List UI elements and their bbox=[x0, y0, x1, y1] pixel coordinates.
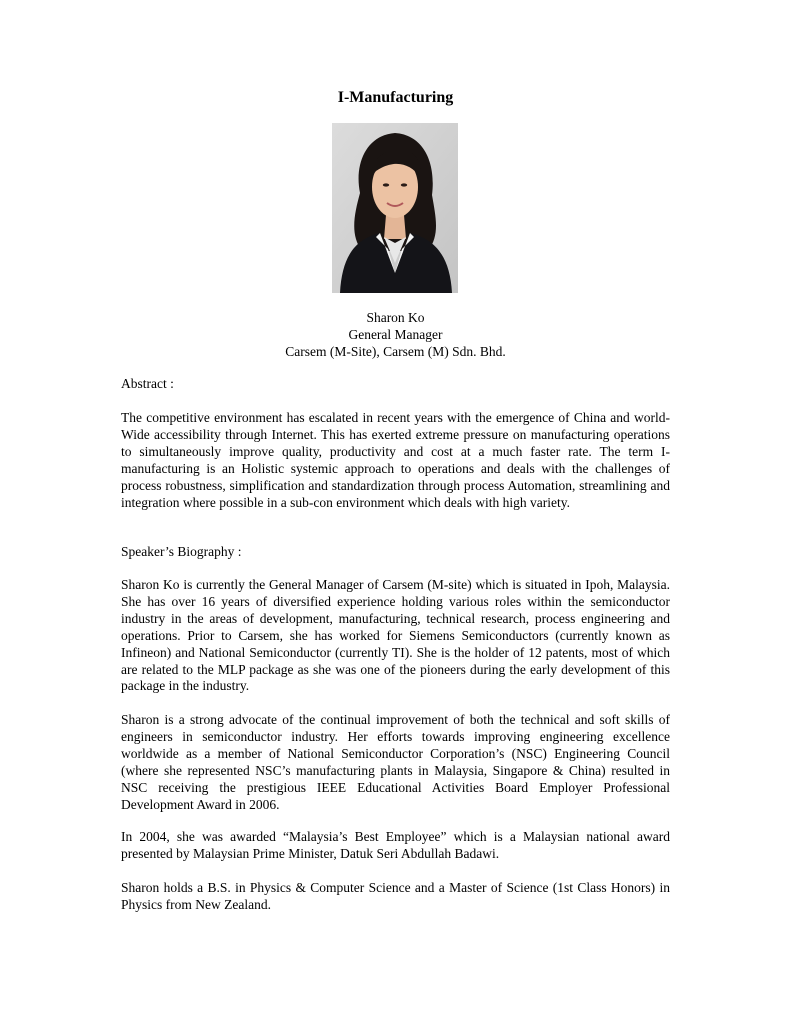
biography-paragraph: Sharon holds a B.S. in Physics & Computer Science and a Master of Science (1st Class Honors) in Physics from New Zealand. bbox=[121, 880, 670, 912]
biography-paragraph-1-block bbox=[121, 577, 670, 695]
speaker-position: General Manager bbox=[348, 327, 443, 342]
speaker-info bbox=[0, 309, 791, 360]
abstract-text: The competitive environment has escalated in recent years with the emergence of China and world-Wide accessibility through Internet. This has exerted extreme pressure on manufacturing operations to simultaneously improve quality, productivity and cost at a much faster rate. The term I-manufacturing is an Holistic systemic approach to operations and deals with the challenges of process robustness, simplification and standardization through process Automation, streamlining and integration where possible in a sub-con environment which deals with high variety. bbox=[121, 410, 670, 510]
abstract-label: Abstract : bbox=[121, 376, 174, 391]
biography-paragraph-3-block bbox=[121, 829, 670, 863]
portrait-photo-icon bbox=[332, 123, 458, 293]
speaker-name: Sharon Ko bbox=[366, 310, 425, 325]
page-title: I-Manufacturing bbox=[337, 89, 454, 106]
biography-paragraph-2-block bbox=[121, 712, 670, 813]
biography-paragraph: Sharon is a strong advocate of the continual improvement of both the technical and soft skills of engineers in semiconductor industry. Her efforts towards improving engineering excellence worldwide as a member of National Semiconductor Corporation’s (NSC) Engineering Council (where she represented NSC’s manufacturing plants in Malaysia, Singapore & China) resulted in NSC receiving the prestigious IEEE Educational Activities Board Employer Professional Development Award in 2006. bbox=[121, 712, 670, 812]
biography-label: Speaker’s Biography : bbox=[121, 544, 242, 559]
biography-label-block bbox=[121, 544, 670, 561]
abstract-label-block bbox=[121, 376, 670, 393]
biography-paragraph: In 2004, she was awarded “Malaysia’s Best Employee” which is a Malaysian national award presented by Malaysian Prime Minister, Datuk Seri Abdullah Badawi. bbox=[121, 829, 670, 861]
biography-paragraph-4-block bbox=[121, 880, 670, 914]
speaker-photo bbox=[332, 123, 458, 293]
biography-paragraph: Sharon Ko is currently the General Manager of Carsem (M-site) which is situated in Ipoh, Malaysia. She has over 16 years of diversified experience holding various roles within the semiconductor industry in the areas of development, manufacturing, technical research, process engineering and operations. Prior to Carsem, she has worked for Siemens Semiconductors (currently known as Infineon) and National Semiconductor (currently TI). She is the holder of 12 patents, most of which are related to the MLP package as she was one of the pioneers during the early development of this package in the industry. bbox=[121, 577, 670, 694]
speaker-company: Carsem (M-Site), Carsem (M) Sdn. Bhd. bbox=[285, 344, 506, 359]
abstract-section bbox=[121, 410, 670, 511]
